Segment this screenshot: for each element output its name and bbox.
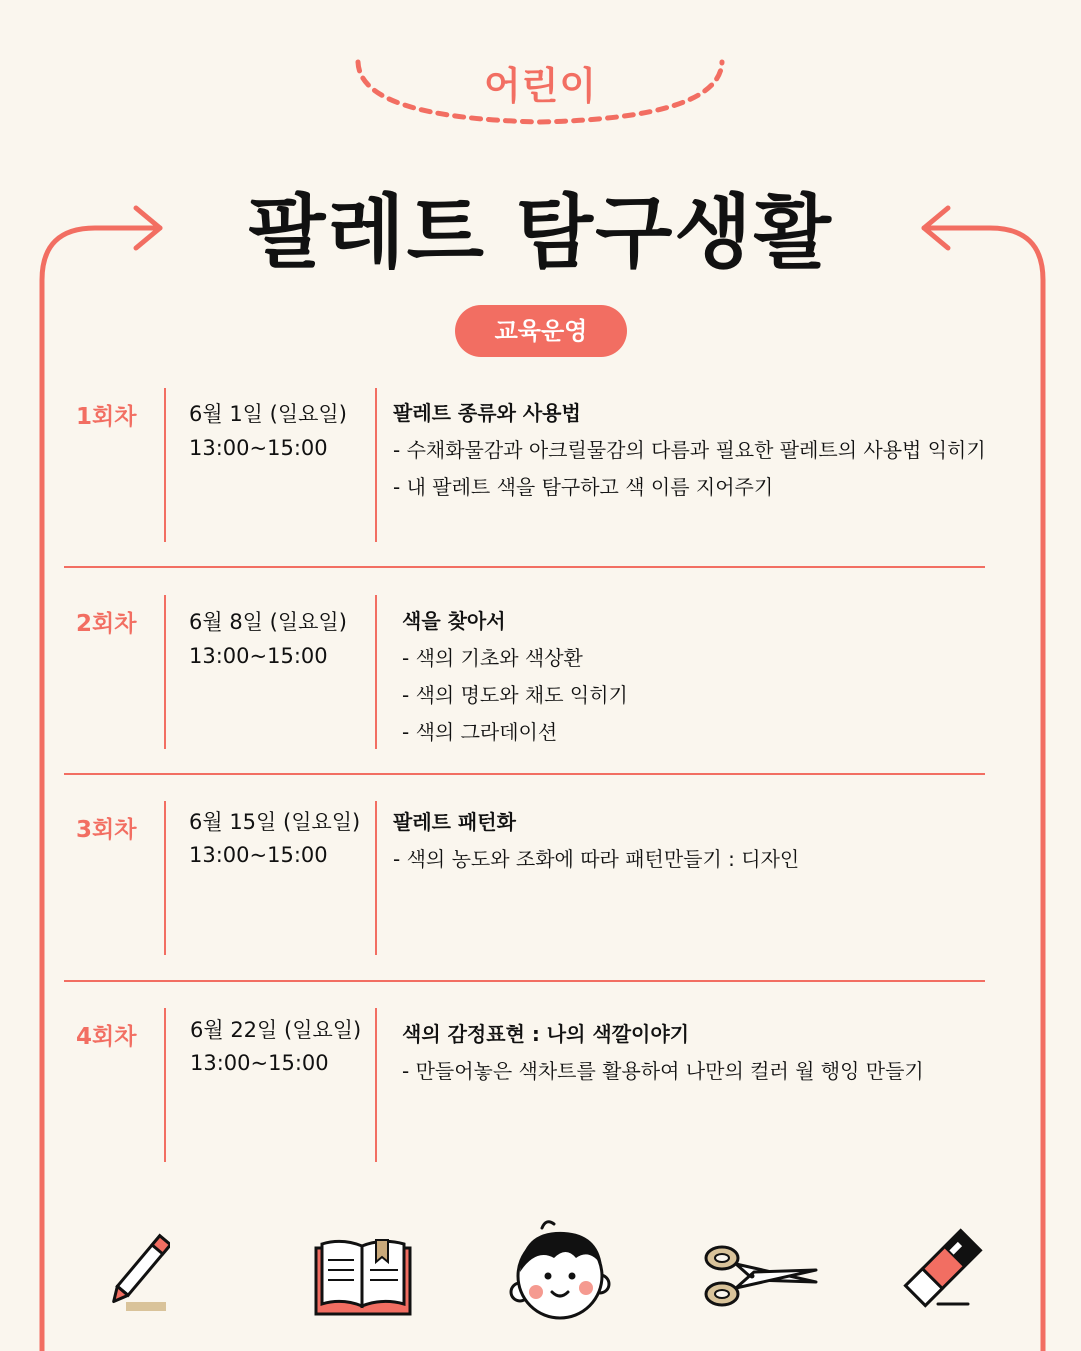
session-3-date: 6월 15일 (일요일) bbox=[189, 810, 361, 834]
eraser-icon bbox=[898, 1224, 988, 1312]
book-icon bbox=[314, 1236, 412, 1316]
session-4-heading: 색의 감정표현 : 나의 색깔이야기 bbox=[402, 1022, 690, 1046]
session-separator bbox=[64, 980, 985, 982]
session-2-label: 2회차 bbox=[76, 611, 137, 637]
left-frame-line bbox=[42, 228, 160, 1351]
session-separator bbox=[64, 773, 985, 775]
session-3-divider-right bbox=[375, 801, 377, 955]
session-3-divider-left bbox=[164, 801, 166, 955]
audience-label: 어린이 bbox=[483, 64, 598, 108]
session-2-divider-right bbox=[375, 595, 377, 749]
kid-face-icon bbox=[506, 1218, 614, 1322]
session-2-item: - 색의 기초와 색상환 bbox=[402, 646, 583, 670]
session-2-heading: 색을 찾아서 bbox=[402, 609, 506, 633]
pencil-icon bbox=[108, 1226, 170, 1316]
session-1-date: 6월 1일 (일요일) bbox=[189, 402, 347, 426]
session-1-divider-right bbox=[375, 388, 377, 542]
session-1-item: - 내 팔레트 색을 탐구하고 색 이름 지어주기 bbox=[393, 475, 774, 499]
session-2-divider-left bbox=[164, 595, 166, 749]
session-4-label: 4회차 bbox=[76, 1024, 137, 1050]
session-4-divider-right bbox=[375, 1008, 377, 1162]
session-1-label: 1회차 bbox=[76, 404, 137, 430]
session-4-divider-left bbox=[164, 1008, 166, 1162]
session-4-item: - 만들어놓은 색차트를 활용하여 나만의 컬러 월 행잉 만들기 bbox=[402, 1059, 924, 1083]
session-1-divider-left bbox=[164, 388, 166, 542]
session-1-heading: 팔레트 종류와 사용법 bbox=[393, 401, 581, 425]
right-frame-line bbox=[924, 228, 1043, 1351]
session-separator bbox=[64, 566, 985, 568]
session-3-label: 3회차 bbox=[76, 817, 137, 843]
session-3-item: - 색의 농도와 조화에 따라 패턴만들기 : 디자인 bbox=[393, 847, 800, 871]
session-3-time: 13:00~15:00 bbox=[189, 843, 328, 867]
session-3-heading: 팔레트 패턴화 bbox=[393, 810, 516, 834]
session-2-time: 13:00~15:00 bbox=[189, 644, 328, 668]
session-2-item: - 색의 그라데이션 bbox=[402, 720, 558, 744]
session-4-time: 13:00~15:00 bbox=[190, 1051, 329, 1075]
session-2-item: - 색의 명도와 채도 익히기 bbox=[402, 683, 628, 707]
session-2-date: 6월 8일 (일요일) bbox=[189, 610, 347, 634]
session-4-date: 6월 22일 (일요일) bbox=[190, 1018, 362, 1042]
session-1-item: - 수채화물감과 아크릴물감의 다름과 필요한 팔레트의 사용법 익히기 bbox=[393, 438, 986, 462]
operation-badge: 교육운영 bbox=[455, 305, 627, 357]
page-title: 팔레트 탐구생활 bbox=[248, 186, 833, 279]
scissors-icon bbox=[702, 1242, 820, 1312]
session-1-time: 13:00~15:00 bbox=[189, 436, 328, 460]
